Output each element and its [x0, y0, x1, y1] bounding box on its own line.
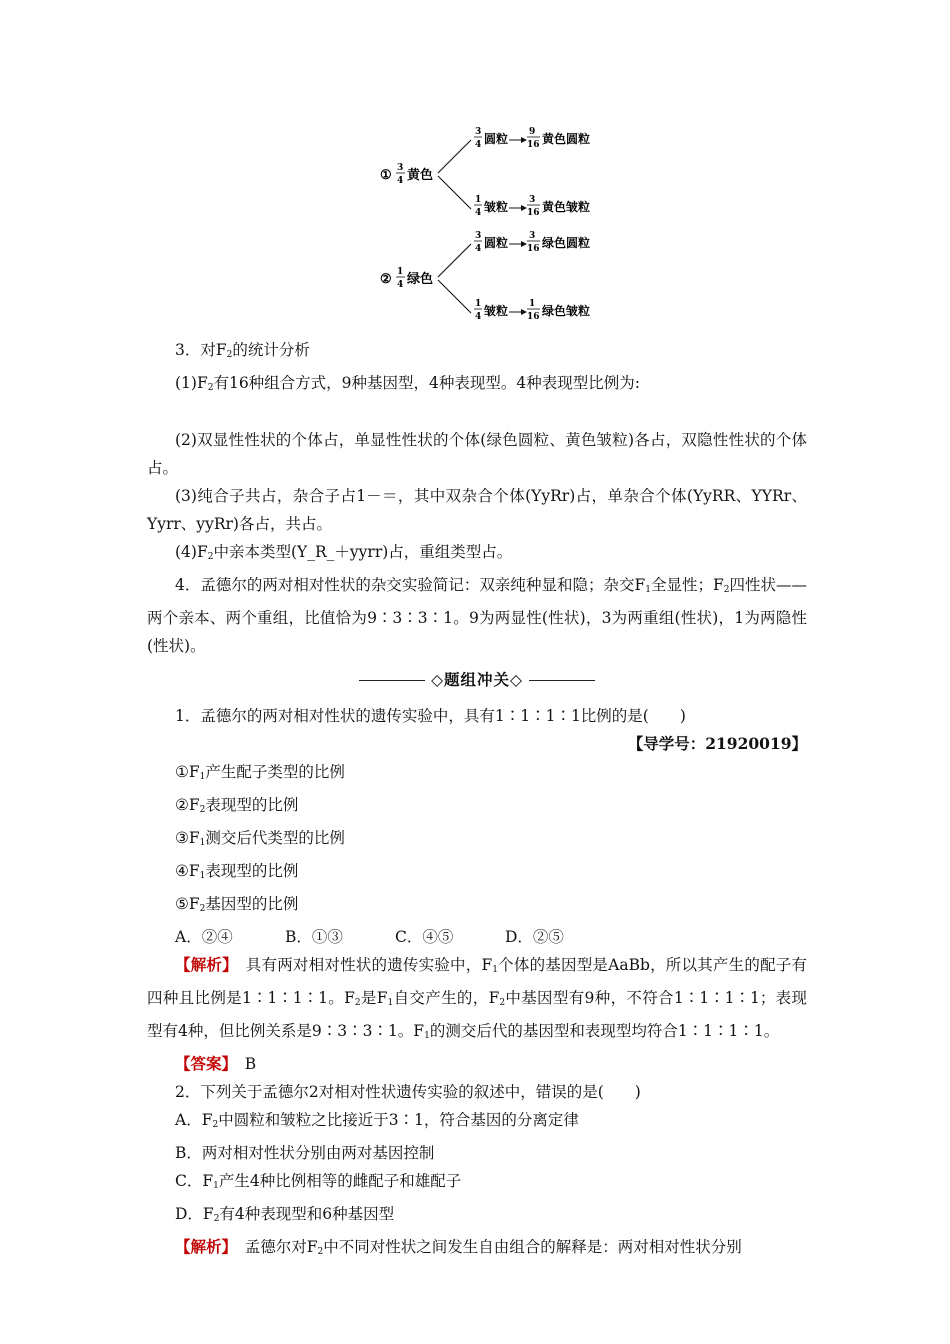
b2b-result: 绿色皱粒: [542, 304, 591, 318]
blank-gap: [147, 402, 807, 426]
branch2-den: 4: [397, 280, 404, 290]
branch2-num: 1: [397, 267, 404, 277]
q1-stem: 1．孟德尔的两对相对性状的遗传实验中，具有1∶1∶1∶1比例的是( ): [175, 707, 686, 725]
b2b-trait: 皱粒: [484, 304, 509, 318]
q2-opt-c: C．$F_1$产生4种比例相等的雌配子和雄配子: [175, 1172, 462, 1191]
divider-line-left: [359, 680, 425, 681]
b2t-frac-den: 4: [475, 244, 482, 254]
s3-p4: $(4)F_2$中亲本类型(Y_R_＋yyrr)占，重组类型占。: [175, 543, 513, 562]
branch2-line-top: [438, 244, 471, 277]
q1-analysis: 【解析】 具有两对相对性状的遗传实验中，$F_1$个体的基因型是AaBb，所以其产生的配子有四种且比例是1∶1∶1∶1。$F_2$是$F_1$自交产生的，$F_2$中基因型有9种，不符合1∶1∶1∶1；表现型有4种，但比例关系是9∶3∶3∶1。$F_1$的测交后代的基因型和表现型均符合1∶1∶1∶1。: [147, 955, 808, 1041]
s3-title: 3．对$F_2$的统计分析: [175, 341, 310, 360]
q1-choice-b: B．①③: [285, 928, 343, 946]
q1-opt4: $④F_1$表现型的比例: [175, 862, 299, 881]
section-title: ◇题组冲关◇: [431, 670, 523, 689]
q2-opt-a: A．$F_2$中圆粒和皱粒之比接近于3∶1，符合基因的分离定律: [175, 1111, 579, 1130]
s3-p1: $(1)F_2$有16种组合方式，9种基因型，4种表现型。4种表现型比例为:: [175, 374, 640, 393]
b2b-res-num: 1: [529, 299, 536, 309]
branch1-num: 3: [397, 163, 404, 173]
b1t-trait: 圆粒: [484, 132, 509, 146]
b1t-res-den: 16: [527, 140, 540, 150]
branch1-line-top: [438, 140, 471, 173]
b1b-frac-den: 4: [475, 208, 482, 218]
diagram-svg: [378, 120, 618, 335]
b1t-frac-den: 4: [475, 140, 482, 150]
branch1-circ: ①: [380, 168, 392, 183]
b1t-frac-num: 3: [475, 127, 482, 137]
answer-label: 【答案】: [175, 1054, 230, 1073]
q2-analysis: 【解析】 孟德尔对$F_2$中不同对性状之间发生自由组合的解释是：两对相对性状分别: [175, 1237, 742, 1257]
q2-stem: 2．下列关于孟德尔2对相对性状遗传实验的叙述中，错误的是( ): [175, 1083, 641, 1101]
b1b-frac-num: 1: [475, 195, 482, 205]
b2b-frac-num: 1: [475, 299, 482, 309]
s3-p2: (2)双显性性状的个体占，单显性性状的个体(绿色圆粒、黄色皱粒)各占，双隐性性状的个体占。: [147, 431, 807, 477]
b1b-res-num: 3: [529, 195, 536, 205]
b2b-res-den: 16: [527, 312, 540, 322]
analysis-label-2: 【解析】: [175, 1237, 230, 1256]
branch1-line-bottom: [438, 176, 471, 209]
branch2-word: 绿色: [407, 272, 434, 287]
q1-opt3: $③F_1$测交后代类型的比例: [175, 829, 345, 848]
divider-line-right: [529, 680, 595, 681]
b2t-result: 绿色圆粒: [542, 236, 591, 250]
q1-choice-d: D．②⑤: [505, 928, 564, 946]
s4-paragraph: 4．孟德尔的两对相对性状的杂交实验简记：双亲纯种显和隐；杂交$F_1$全显性；$F_2$四性状——两个亲本、两个重组，比值恰为9∶3∶3∶1。9为两显性(性状)，3为两重组(性状)，1为两隐性(性状)。: [147, 576, 807, 655]
q1-code: 【导学号：21920019】: [627, 734, 807, 753]
branch-1: [380, 127, 590, 218]
b1t-result: 黄色圆粒: [542, 132, 591, 146]
b2t-trait: 圆粒: [484, 236, 509, 250]
b1b-res-den: 16: [527, 208, 540, 218]
branch2-circ: ②: [380, 272, 392, 287]
branch2-line-bottom: [438, 280, 471, 313]
q1-opt5: $⑤F_2$基因型的比例: [175, 895, 299, 914]
q1-opt2: $②F_2$表现型的比例: [175, 796, 299, 815]
b2t-res-num: 3: [529, 231, 536, 241]
branching-diagram: [378, 120, 618, 335]
b2t-res-den: 16: [527, 244, 540, 254]
b2t-frac-num: 3: [475, 231, 482, 241]
b1b-result: 黄色皱粒: [542, 200, 591, 214]
branch1-den: 4: [397, 176, 404, 186]
q1-opt1: $①F_1$产生配子类型的比例: [175, 763, 345, 782]
q2-opt-d: D．$F_2$有4种表现型和6种基因型: [175, 1205, 395, 1224]
section-divider: [147, 666, 807, 694]
analysis-label: 【解析】: [175, 955, 231, 974]
b2b-frac-den: 4: [475, 312, 482, 322]
branch-2: [380, 231, 590, 322]
s3-p3: (3)纯合子共占，杂合子占1－＝，其中双杂合个体(YyRr)占，单杂合个体(YyRR、YYRr、Yyrr、yyRr)各占，共占。: [147, 487, 807, 533]
b1t-res-num: 9: [529, 127, 536, 137]
main-text: [147, 336, 807, 1266]
q1-choices: [147, 923, 807, 951]
b1b-trait: 皱粒: [484, 200, 509, 214]
q2-opt-b: B．两对相对性状分别由两对基因控制: [175, 1144, 435, 1162]
q1-answer: 【答案】 B: [175, 1054, 257, 1073]
q1-choice-c: C．④⑤: [395, 928, 454, 946]
q1-choice-a: A．②④: [175, 928, 233, 946]
branch1-word: 黄色: [407, 168, 434, 183]
